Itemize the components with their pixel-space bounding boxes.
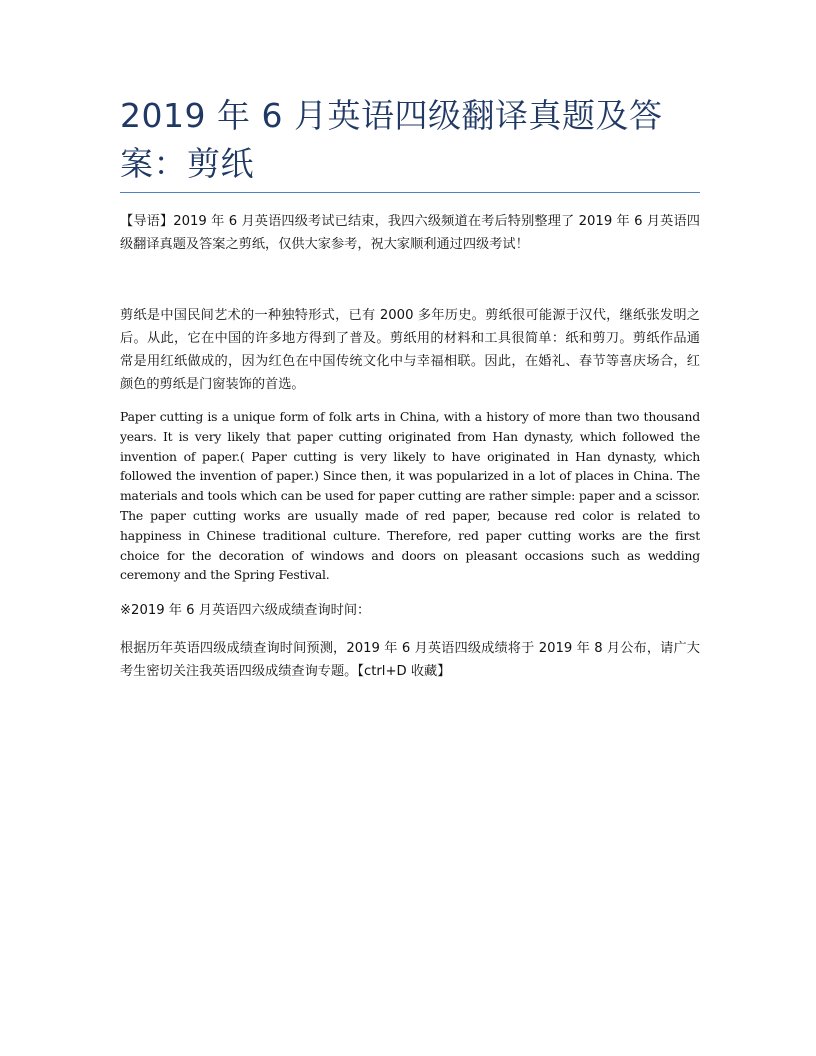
chinese-source-paragraph: 剪纸是中国民间艺术的一种独特形式，已有 2000 多年历史。剪纸很可能源于汉代，继纸张发明之后。从此，它在中国的许多地方得到了普及。剪纸用的材料和工具很简单：纸和剪刀。剪纸作品通常是用红纸做成的，因为红色在中国传统文化中与幸福相联。因此，在婚礼、春节等喜庆场合，红颜色的剪纸是门窗装饰的首选。 xyxy=(120,308,700,392)
intro-paragraph: 【导语】2019 年 6 月英语四级考试已结束，我四六级频道在考后特别整理了 2019 年 6 月英语四级翻译真题及答案之剪纸，仅供大家参考，祝大家顺利通过四级考试！ xyxy=(120,214,700,252)
score-query-paragraph: 根据历年英语四级成绩查询时间预测，2019 年 6 月英语四级成绩将于 2019 年 8 月公布，请广大考生密切关注我英语四级成绩查询专题。【ctrl+D 收藏】 xyxy=(120,641,700,680)
document-title: 2019 年 6 月英语四级翻译真题及答案：剪纸 xyxy=(120,96,663,183)
document-page xyxy=(120,92,700,683)
score-query-heading: ※2019 年 6 月英语四六级成绩查询时间： xyxy=(120,603,371,619)
english-answer-paragraph: Paper cutting is a unique form of folk arts in China, with a history of more than two thousand years. It is very likely that paper cutting originated from Han dynasty, which followed the invention of paper.( Paper cutting is very likely to have originated in Han dynasty, which followed the invention of paper.) Since then, it was popularized in a lot of places in China. The materials and tools which can be used for paper cutting are rather simple: paper and a scissor. The paper cutting works are usually made of red paper, because red color is related to happiness in Chinese traditional culture. Therefore, red paper cutting works are the first choice for the decoration of windows and doors on pleasant occasions such as wedding ceremony and the Spring Festival. xyxy=(120,409,700,583)
title-divider xyxy=(120,192,700,193)
